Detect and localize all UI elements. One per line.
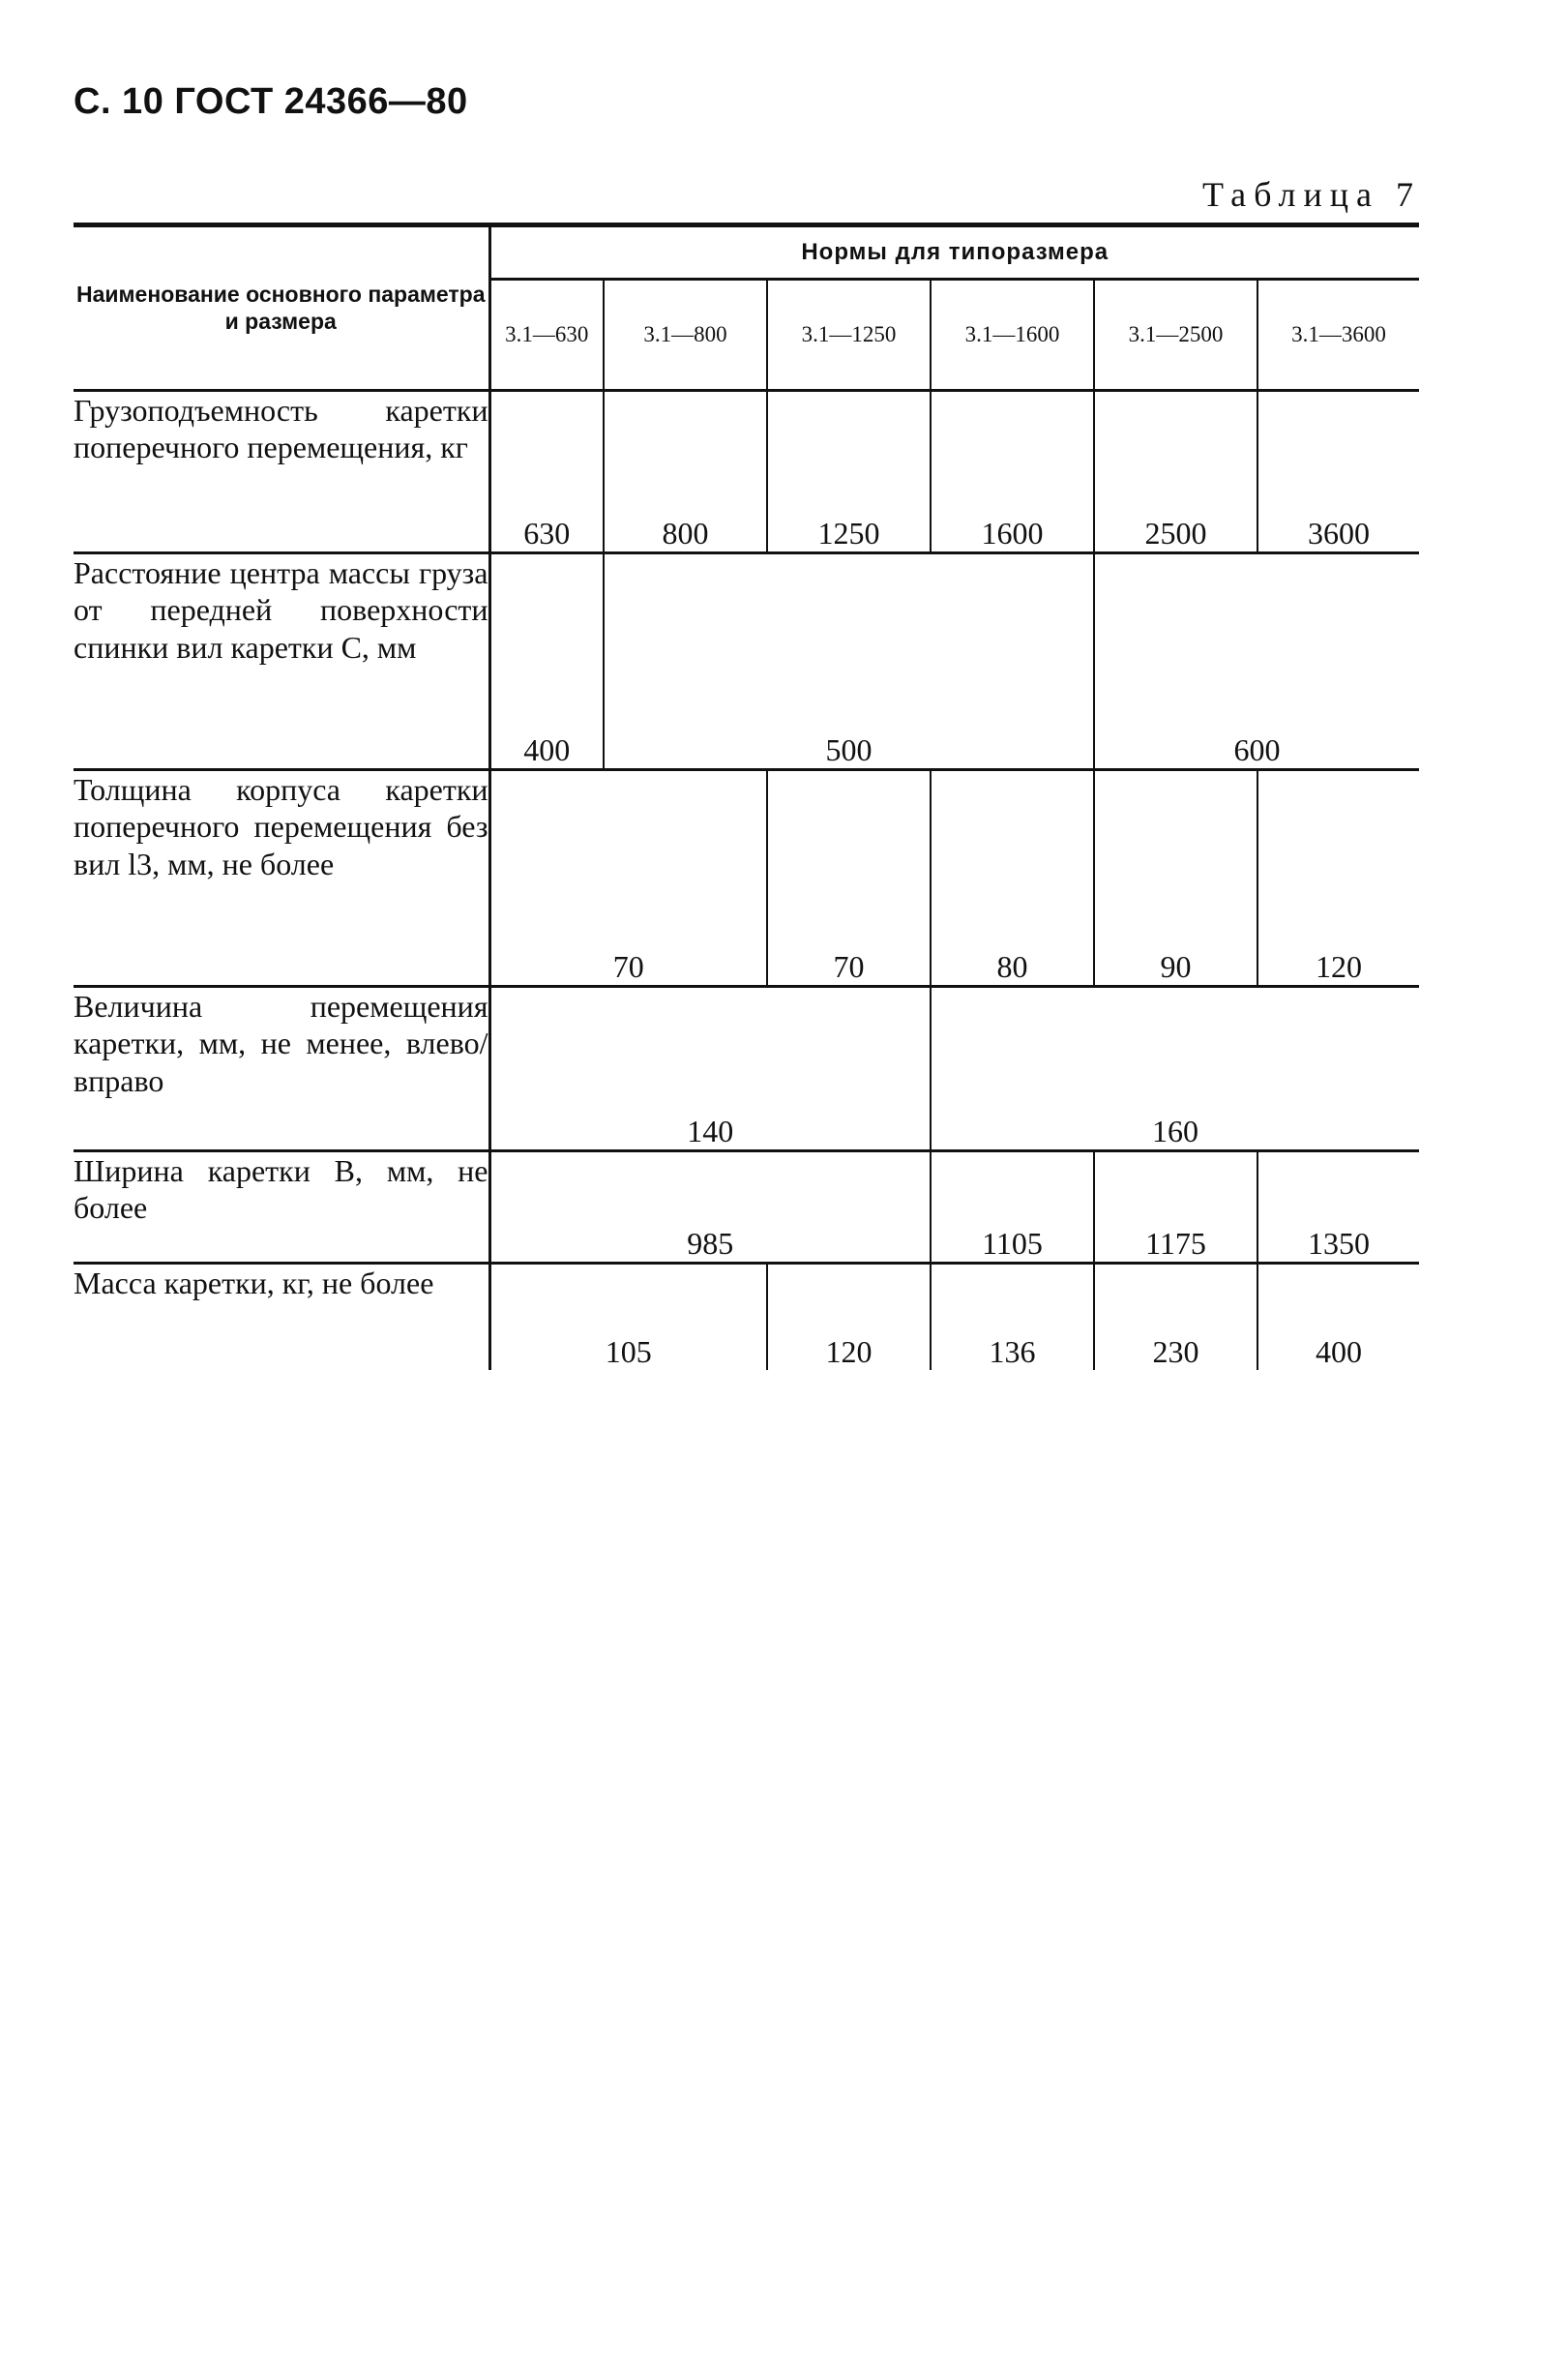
size-header: 3.1—1250 (767, 280, 931, 391)
table-caption: Таблица 7 (1202, 175, 1421, 214)
value-cell: 80 (931, 770, 1094, 987)
param-name-travel: Величина перемещения каретки, мм, не менее, влево/вправо (74, 987, 489, 1151)
value-cell: 90 (1094, 770, 1257, 987)
value-cell: 1350 (1257, 1151, 1419, 1264)
param-name-mass: Масса каретки, кг, не более (74, 1264, 489, 1370)
value-cell: 985 (489, 1151, 931, 1264)
table-row (74, 391, 1419, 553)
value-cell: 500 (604, 553, 1094, 770)
value-cell: 2500 (1094, 391, 1257, 553)
value-cell: 1105 (931, 1151, 1094, 1264)
value-cell: 600 (1094, 553, 1419, 770)
value-cell: 70 (489, 770, 767, 987)
value-cell: 160 (931, 987, 1419, 1151)
size-header: 3.1—800 (604, 280, 767, 391)
value-cell: 105 (605, 1333, 652, 1369)
size-header: 3.1—3600 (1257, 280, 1419, 391)
value-cell: 120 (767, 1264, 931, 1370)
value-cell: 400 (489, 553, 604, 770)
value-cell: 230 (1094, 1264, 1257, 1370)
table-row (74, 1151, 1419, 1264)
value-cell: 1600 (931, 391, 1094, 553)
param-name-body-thickness: Толщина корпуса каретки поперечного перемещения без вил l3, мм, не более (74, 770, 489, 987)
value-cell: 800 (604, 391, 767, 553)
param-column-header: Наименование основного параметра и размера (74, 225, 489, 391)
size-header: 3.1—1600 (931, 280, 1094, 391)
value-cell: 136 (931, 1264, 1094, 1370)
table-row (74, 553, 1419, 770)
value-cell: 140 (489, 987, 931, 1151)
value-cell: 1175 (1094, 1151, 1257, 1264)
size-header: 3.1—2500 (1094, 280, 1257, 391)
value-cell: 630 (489, 391, 604, 553)
norms-group-header: Нормы для типоразмера (489, 225, 1419, 280)
parameters-table (74, 223, 1419, 1370)
value-cell: 3600 (1257, 391, 1419, 553)
value-cell: 1250 (767, 391, 931, 553)
table-row (74, 987, 1419, 1151)
page-header: С. 10 ГОСТ 24366—80 (74, 81, 468, 122)
size-header: 3.1—630 (489, 280, 604, 391)
table-row (74, 1264, 1419, 1370)
value-cell: 120 (1257, 770, 1419, 987)
param-name-capacity: Грузоподъемность каретки поперечного перемещения, кг (74, 391, 489, 553)
param-name-width: Ширина каретки В, мм, не более (74, 1151, 489, 1264)
value-cell: 70 (767, 770, 931, 987)
value-cell: 400 (1257, 1264, 1419, 1370)
param-name-load-center: Расстояние центра массы груза от передней поверхности спинки вил каретки С, мм (74, 553, 489, 770)
table-row (74, 770, 1419, 987)
